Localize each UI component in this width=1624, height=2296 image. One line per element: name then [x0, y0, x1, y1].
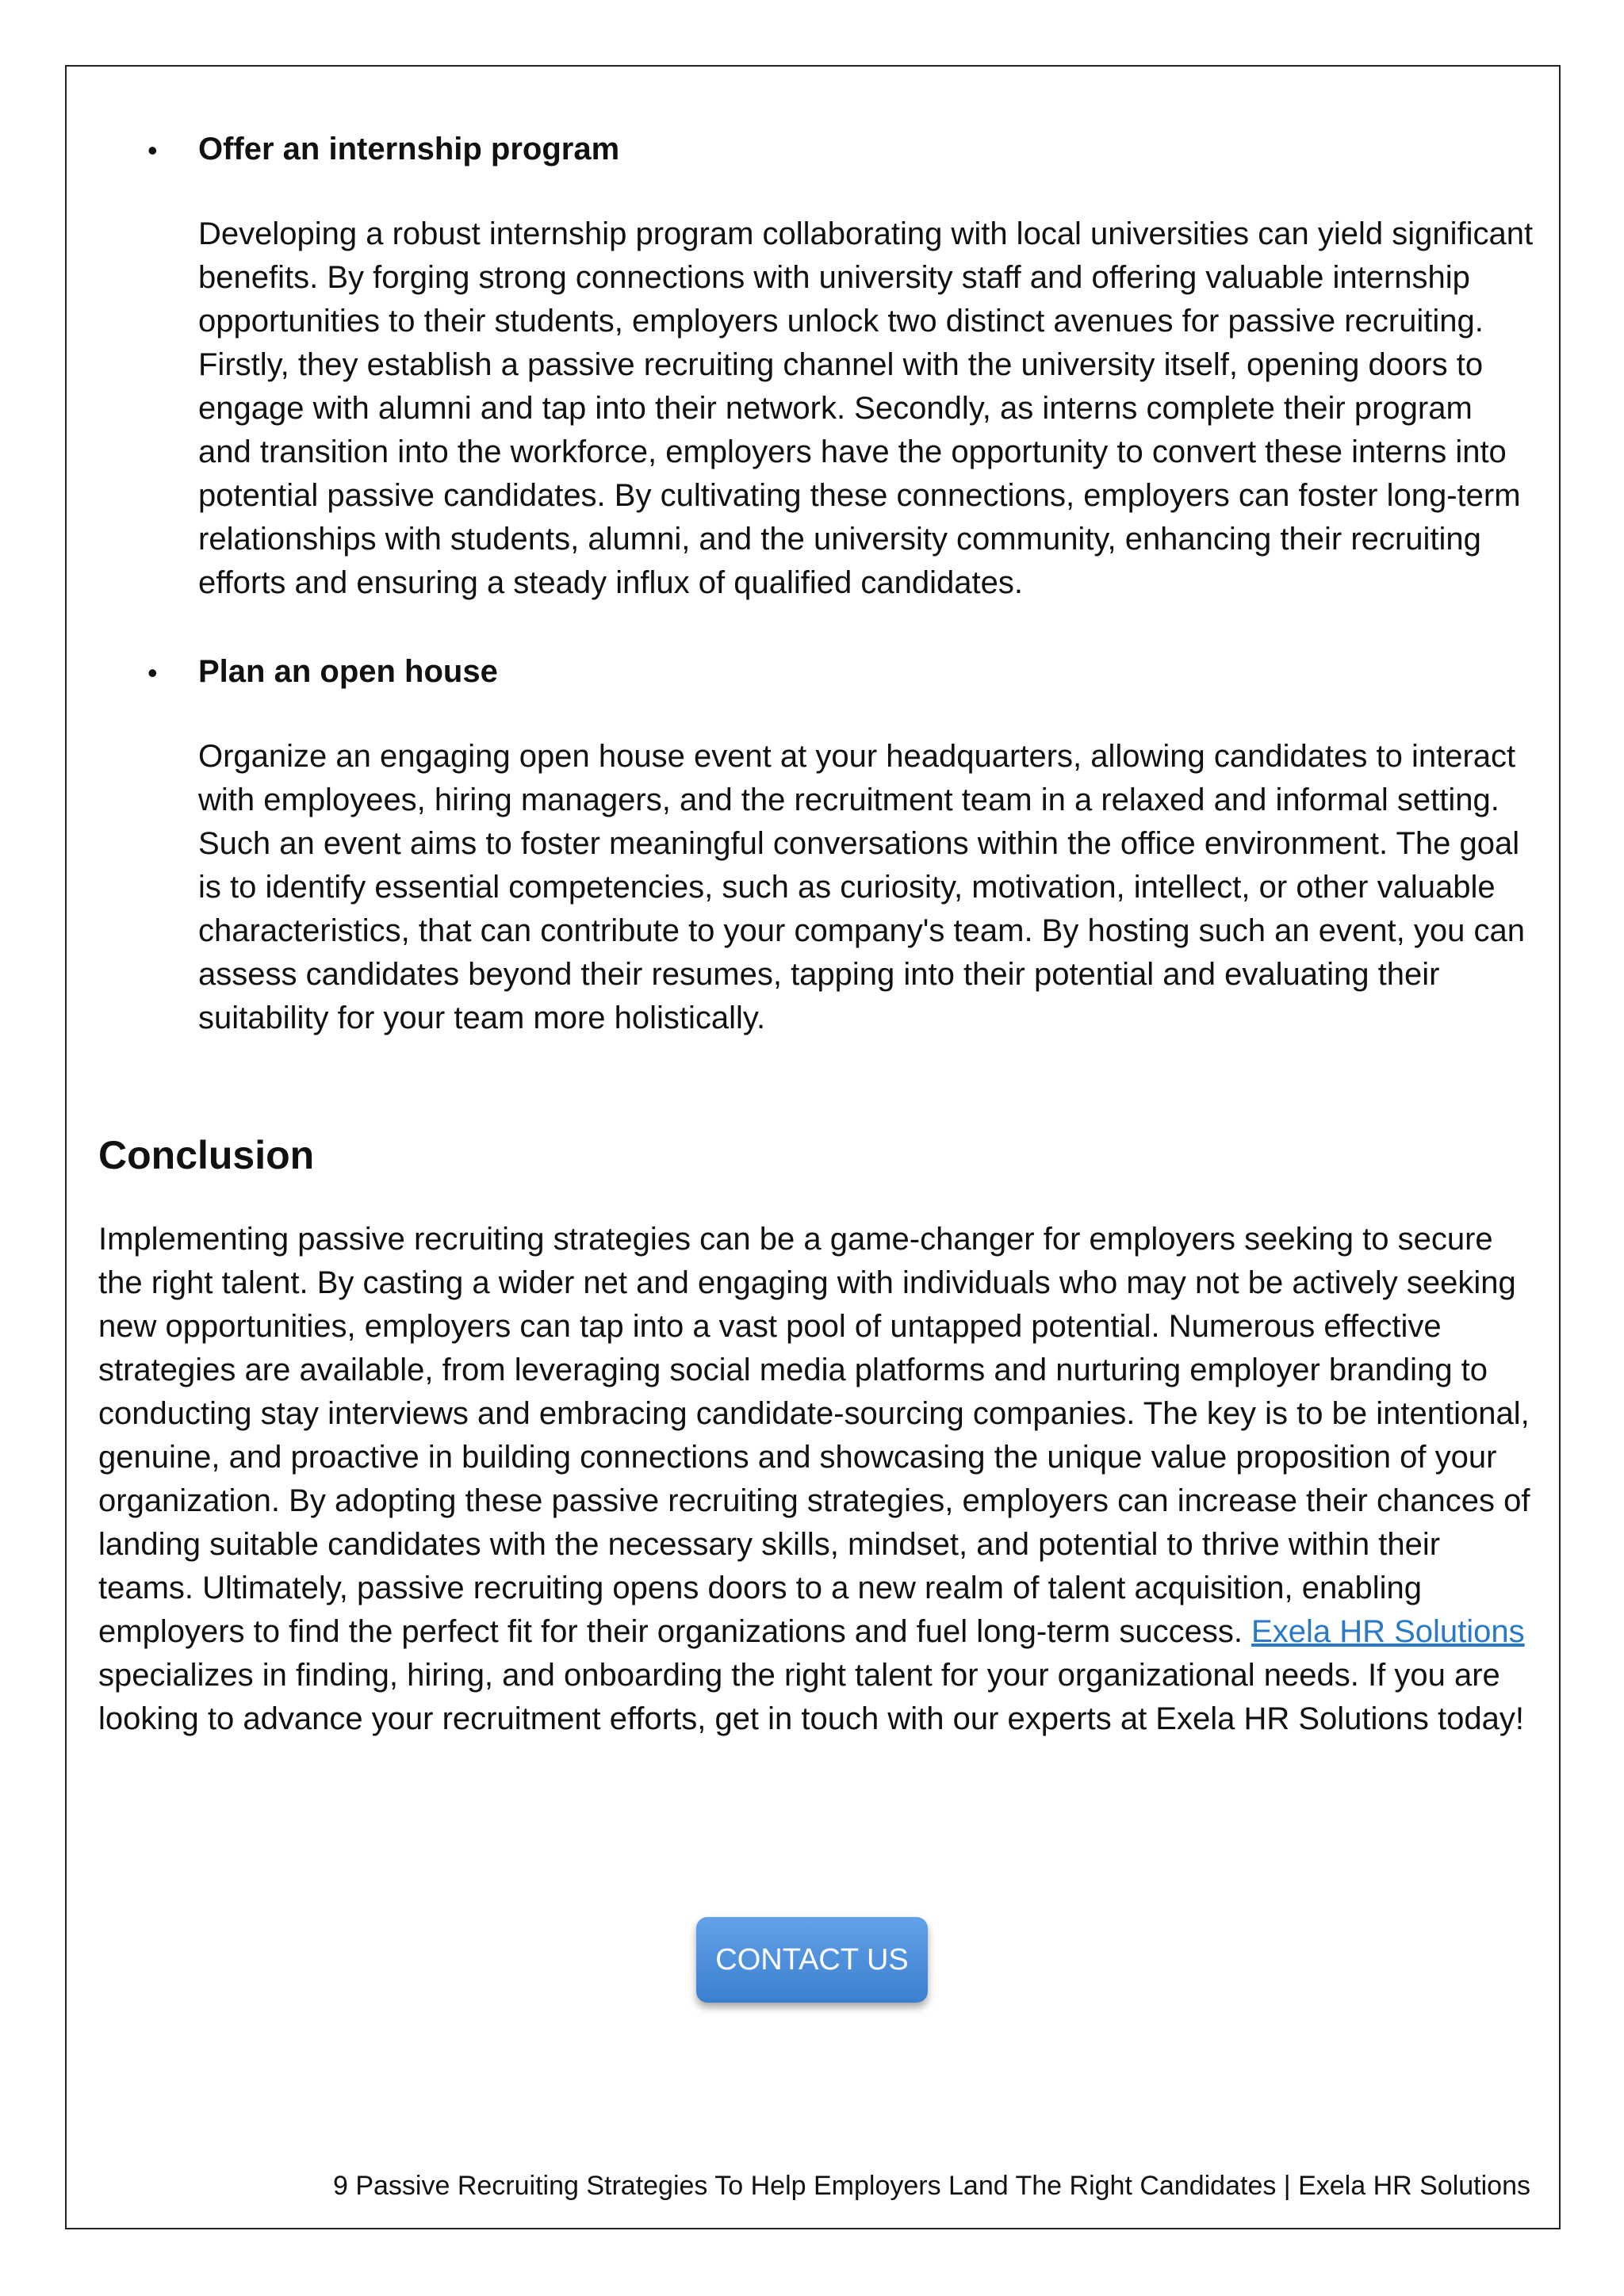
internship-section	[98, 127, 1534, 605]
open-house-section	[98, 649, 1534, 1040]
contact-us-button[interactable]: CONTACT US	[696, 1917, 928, 2003]
conclusion-text-after-link: specializes in finding, hiring, and onboarding the right talent for your organizational needs. If you are looking to advance your recruitment efforts, get in touch with our experts at Exela HR Solutions today!	[98, 1658, 1524, 1736]
conclusion-text-before-link: Implementing passive recruiting strategies can be a game-changer for employers seeking to secure the right talent. By casting a wider net and engaging with individuals who may not be actively seeking new opportunities, employers can tap into a vast pool of untapped potential. Numerous effective strategies are available, from leveraging social media platforms and nurturing employer branding to conducting stay interviews and embracing candidate-sourcing companies. The key is to be intentional, genuine, and proactive in building connections and showcasing the unique value proposition of your organization. By adopting these passive recruiting strategies, employers can increase their chances of landing suitable candidates with the necessary skills, mindset, and potential to thrive within their teams. Ultimately, passive recruiting opens doors to a new realm of talent acquisition, enabling employers to find the perfect fit for their organizations and fuel long-term success.	[98, 1222, 1530, 1649]
internship-paragraph: Developing a robust internship program collaborating with local universities can yield significant benefits. By forging strong connections with university staff and offering valuable internship opportunities to their students, employers unlock two distinct avenues for passive recruiting. Firstly, they establish a passive recruiting channel with the university itself, opening doors to engage with alumni and tap into their network. Secondly, as interns complete their program and transition into the workforce, employers have the opportunity to convert these interns into potential passive candidates. By cultivating these connections, employers can foster long-term relationships with students, alumni, and the university community, enhancing their recruiting efforts and ensuring a steady influx of qualified candidates.	[198, 216, 1534, 600]
open-house-paragraph: Organize an engaging open house event at your headquarters, allowing candidates to interact with employees, hiring managers, and the recruitment team in a relaxed and informal setting. Such an event aims to foster meaningful conversations within the office environment. The goal is to identify essential competencies, such as curiosity, motivation, intellect, or other valuable characteristics, that can contribute to your company's team. By hosting such an event, you can assess candidates beyond their resumes, tapping into their potential and evaluating their suitability for your team more holistically.	[198, 739, 1525, 1035]
exela-hr-solutions-link[interactable]: Exela HR Solutions	[1251, 1614, 1525, 1649]
internship-heading: Offer an internship program	[198, 132, 620, 166]
bullet-point: •	[147, 134, 158, 166]
bullet-point: •	[147, 656, 158, 689]
conclusion-heading: Conclusion	[98, 1133, 315, 1177]
document-content	[98, 127, 1534, 1741]
open-house-heading: Plan an open house	[198, 654, 498, 689]
cta-container	[0, 1917, 1624, 2003]
page-footer: 9 Passive Recruiting Strategies To Help Employers Land The Right Candidates | Exela HR Solutions	[332, 2171, 1530, 2201]
conclusion-paragraph	[98, 1218, 1534, 1741]
